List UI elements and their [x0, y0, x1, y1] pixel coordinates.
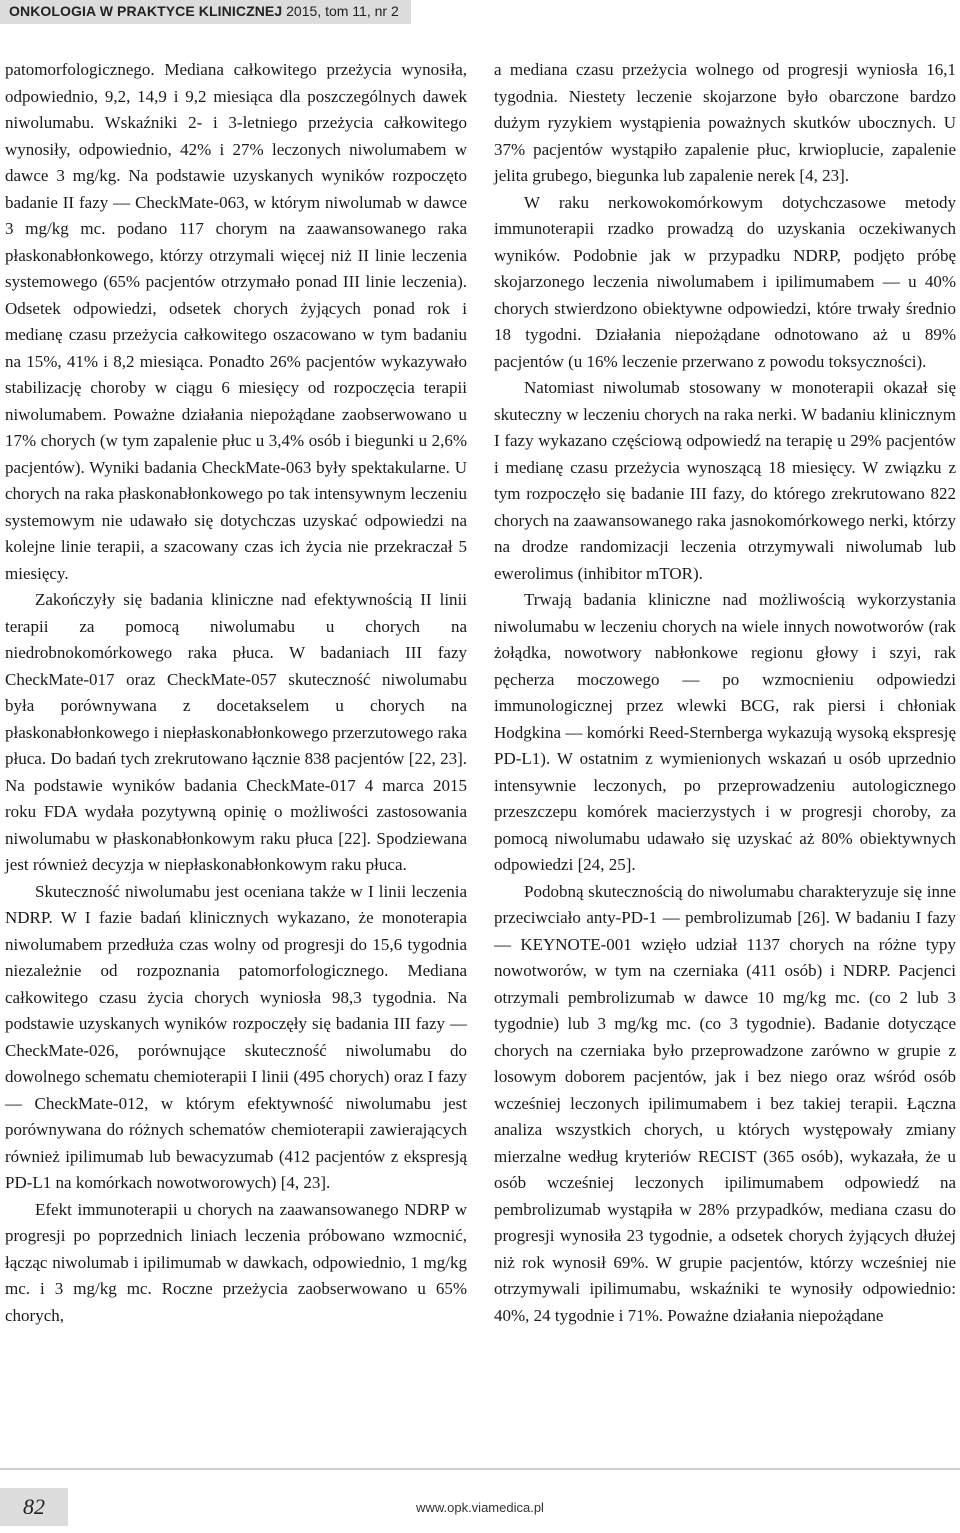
- page-number: 82: [0, 1488, 68, 1526]
- footer-divider: [0, 1468, 960, 1470]
- paragraph: Zakończyły się badania kliniczne nad efektywnością II linii terapii za pomocą niwolumabu u chorych na niedrobnokomórkowego raka płuca. W badaniach III fazy CheckMate-017 oraz CheckMate-057 skuteczność niwolumabu była porównywana z docetakselem u chorych na płaskonabłonkowego i niepłaskonabłonkowego przerzutowego raka płuca. Do badań tych zrekrutowano łącznie 838 pacjentów [22, 23]. Na podstawie wyników badania CheckMate-017 4 marca 2015 roku FDA wydała pozytywną opinię o możliwości zastosowania niwolumabu w płaskonabłonkowym raku płuca [22]. Spodziewana jest również decyzja w niepłaskonabłonkowym raku płuca.: [5, 590, 467, 874]
- paragraph: Natomiast niwolumab stosowany w monoterapii okazał się skuteczny w leczeniu chorych na raka nerki. W badaniu klinicznym I fazy wykazano częściową odpowiedź na terapię u 29% pacjentów i medianę czasu przeżycia wynoszącą 18 miesięcy. W związku z tym rozpoczęło się badanie III fazy, do którego zrekrutowano 822 chorych na zaawansowanego raka jasnokomórkowego nerki, którzy na drodze randomizacji leczenia otrzymywali niwolumab lub ewerolimus (inhibitor mTOR).: [494, 378, 956, 583]
- running-header: [0, 0, 411, 24]
- footer-url[interactable]: www.opk.viamedica.pl: [416, 1500, 544, 1515]
- paragraph: patomorfologicznego. Mediana całkowitego przeżycia wynosiła, odpowiednio, 9,2, 14,9 i 9,2 miesiąca dla poszczególnych dawek niwolumabu. Wskaźniki 2- i 3-letniego przeżycia całkowitego wynosiły, odpowiednio, 42% i 27% leczonych niwolumabem w dawce 3 mg/kg. Na podstawie uzyskanych wyników rozpoczęto badanie II fazy — CheckMate-063, w którym niwolumab w dawce 3 mg/kg mc. podano 117 chorym na zaawansowanego raka płaskonabłonkowego, którzy otrzymali więcej niż II linie leczenia systemowego (65% pacjentów otrzymało ponad III linie leczenia). Odsetek odpowiedzi, odsetek chorych żyjących ponad rok i medianę czasu przeżycia całkowitego oszacowano w tym badaniu na 15%, 41% i 8,2 miesiąca. Ponadto 26% pacjentów wykazywało stabilizację choroby w ciągu 6 miesięcy od rozpoczęcia terapii niwolumabem. Poważne działania niepożądane zaobserwowano u 17% chorych (w tym zapalenie płuc u 3,4% osób i biegunki u 2,6% pacjentów). Wyniki badania CheckMate-063 były spektakularne. U chorych na raka płaskonabłonkowego po tak intensywnym leczeniu systemowym nie udawało się dotychczas uzyskać odpowiedzi na kolejne linie terapii, a szacowany czas ich życia nie przekraczał 5 miesięcy.: [5, 60, 467, 583]
- paragraph: a mediana czasu przeżycia wolnego od progresji wyniosła 16,1 tygodnia. Niestety leczenie skojarzone było obarczone bardzo dużym ryzykiem wystąpienia poważnych skutków ubocznych. U 37% pacjentów wystąpiło zapalenie płuc, krwioplucie, zapalenie jelita grubego, biegunka lub zapalenie nerek [4, 23].: [494, 60, 956, 185]
- left-column: [5, 57, 467, 1329]
- right-column: [494, 57, 956, 1329]
- paragraph: Podobną skutecznością do niwolumabu charakteryzuje się inne przeciwciało anty-PD-1 — pembrolizumab [26]. W badaniu I fazy — KEYNOTE-001 wzięło udział 1137 chorych na różne typy nowotworów, w tym na czerniaka (411 osób) i NDRP. Pacjenci otrzymali pembrolizumab w dawce 10 mg/kg mc. (co 2 lub 3 tygodnie) lub 3 mg/kg mc. (co 3 tygodnie). Badanie dotyczące chorych na czerniaka było przeprowadzone zarówno w grupie z losowym doborem pacjentów, jak i bez niego oraz wśród osób wcześniej leczonych ipilimumabem i bez takiej terapii. Łączna analiza wszystkich chorych, u których występowały zmiany mierzalne według kryteriów RECIST (365 osób), wykazała, że u osób wcześniej leczonych ipilimumabem odpowiedź na pembrolizumab wystąpiła w 28% przypadków, mediana czasu do progresji wynosiła 23 tygodnie, a odsetek chorych żyjących dłużej niż rok wynosił 69%. W grupie pacjentów, którzy wcześniej nie otrzymywali ipilimumabu, wskaźniki te wynosiły odpowiednio: 40%, 24 tygodnie i 71%. Poważne działania niepożądane: [494, 881, 956, 1325]
- issue-info: 2015, tom 11, nr 2: [282, 3, 399, 19]
- paragraph: W raku nerkowokomórkowym dotychczasowe metody immunoterapii rzadko prowadzą do uzyskania oczekiwanych wyników. Podobnie jak w przypadku NDRP, podjęto próbę skojarzonego leczenia niwolumabem i ipilimumabem — u 40% chorych stwierdzono obiektywne odpowiedzi, które trwały średnio 18 tygodni. Działania niepożądane odnotowano aż u 89% pacjentów (u 16% leczenie przerwano z powodu toksyczności).: [494, 192, 956, 371]
- paragraph: Trwają badania kliniczne nad możliwością wykorzystania niwolumabu w leczeniu chorych na wiele innych nowotworów (rak żołądka, nowotwory nabłonkowe regionu głowy i szyi, rak pęcherza moczowego — po wzmocnieniu odpowiedzi immunologicznej przez wlewki BCG, rak piersi i chłoniak Hodgkina — komórki Reed-Sternberga wykazują wysoką ekspresję PD-L1). W ostatnim z wymienionych wskazań u osób uprzednio intensywnie leczonych, po przeprowadzeniu autologicznego przeszczepu komórek macierzystych i w progresji choroby, za pomocą niwolumabu udawało się uzyskać aż 80% obiektywnych odpowiedzi [24, 25].: [494, 590, 956, 874]
- paragraph: Efekt immunoterapii u chorych na zaawansowanego NDRP w progresji po poprzednich liniach leczenia próbowano wzmocnić, łącząc niwolumab i ipilimumab w dawkach, odpowiednio, 1 mg/kg mc. i 3 mg/kg mc. Roczne przeżycia zaobserwowano u 65% chorych,: [5, 1199, 467, 1325]
- paragraph: Skuteczność niwolumabu jest oceniana także w I linii leczenia NDRP. W I fazie badań klinicznych wykazano, że monoterapia niwolumabem przedłuża czas wolny od progresji do 15,6 tygodnia niezależnie od rozpoznania patomorfologicznego. Mediana całkowitego czasu życia chorych wyniosła 98,3 tygodnia. Na podstawie uzyskanych wyników rozpoczęły się badania III fazy — CheckMate-026, porównujące skuteczność niwolumabu do dowolnego schematu chemioterapii I linii (495 chorych) oraz I fazy — CheckMate-012, w którym efektywność niwolumabu jest porównywana do różnych schematów chemioterapii zawierających również ipilimumab lub bewacyzumab (412 pacjentów z ekspresją PD-L1 na komórkach nowotworowych) [4, 23].: [5, 881, 467, 1192]
- journal-title: ONKOLOGIA W PRAKTYCE KLINICZNEJ: [9, 3, 283, 19]
